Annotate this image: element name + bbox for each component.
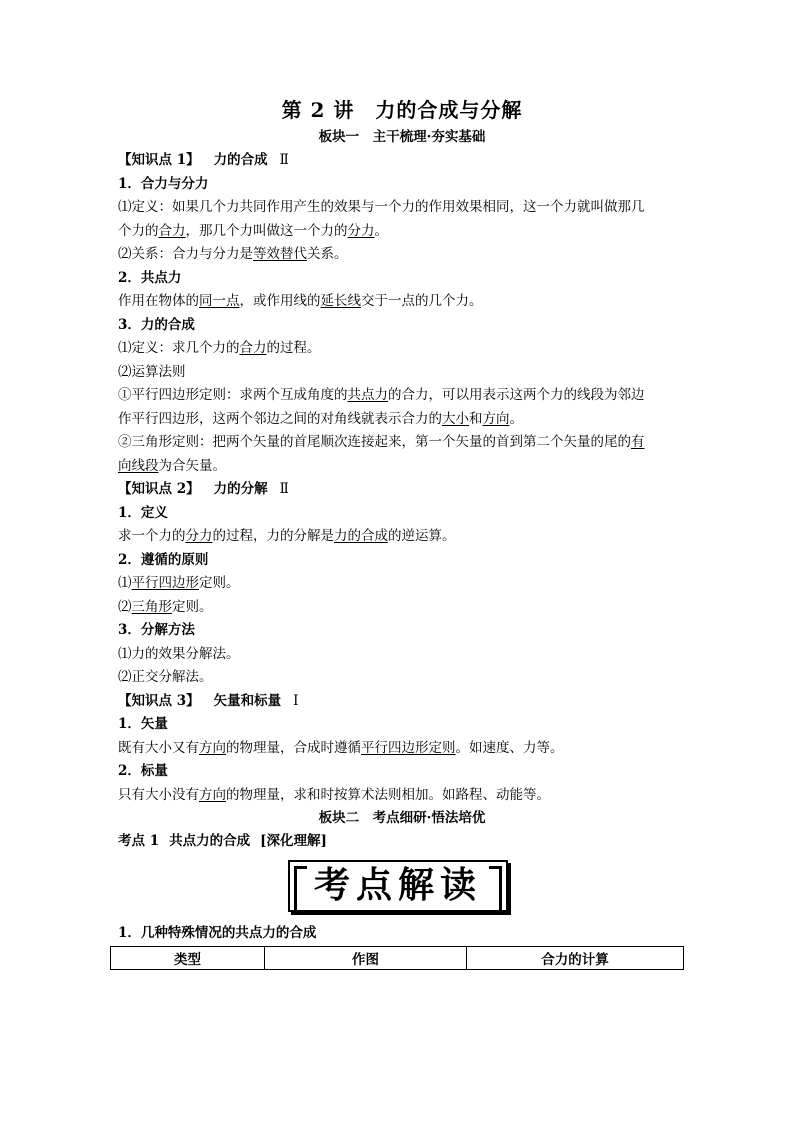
exam-interpretation-banner <box>288 860 508 912</box>
text-run: 的物理量，合成时遵循 <box>226 739 361 756</box>
paragraph-line <box>118 290 686 314</box>
knowledge-point-1-heading <box>118 149 686 173</box>
text-run: ⑵ <box>118 598 132 615</box>
paragraph-line <box>118 572 686 596</box>
text-run: 作用在物体的 <box>118 293 199 309</box>
document-content <box>118 96 686 945</box>
underlined-term: 延长线 <box>320 293 361 309</box>
underlined-term: 有 <box>631 434 645 450</box>
banner-container <box>118 860 686 916</box>
text-run: ①平行四边形定则：求两个互成角度的 <box>118 387 348 403</box>
text-run: ⑵关系：合力与分力是 <box>118 246 253 262</box>
kp-name: 力的分解 <box>213 481 268 497</box>
bracket-right-icon <box>489 866 502 914</box>
table-caption: 1．几种特殊情况的共点力的合成 <box>118 924 317 941</box>
text-run: 作平行四边形，这两个邻边之间的对角线就表示合力的 <box>118 410 442 427</box>
paragraph-line <box>118 220 686 244</box>
underlined-term: 方向 <box>482 410 510 427</box>
table-header-cell: 类型 <box>111 947 265 969</box>
underlined-term: 合力 <box>158 222 186 239</box>
text-run: 只有大小没有 <box>118 786 199 803</box>
subheading: 1．合力与分力 <box>118 175 209 192</box>
exam-point-name: 共点力的合成 <box>169 833 251 849</box>
underlined-term: 向线段 <box>118 457 159 474</box>
subheading: 2．共点力 <box>118 269 182 286</box>
paragraph-line <box>118 525 686 549</box>
text-run: 交于一点的几个力。 <box>361 293 483 309</box>
kp-level: Ⅱ <box>279 152 289 168</box>
text-run: 的过程。 <box>266 340 321 356</box>
text-run: 和 <box>469 410 483 427</box>
paragraph-line <box>118 596 686 620</box>
section-heading-2: 板块二 考点细研·悟法培优 <box>318 810 486 826</box>
underlined-term: 平行四边形定则 <box>361 739 456 756</box>
underlined-term: 三角形 <box>131 598 172 615</box>
underlined-term: 力的合成 <box>334 528 388 544</box>
text-run: 。如速度、力等。 <box>455 739 564 756</box>
underlined-term: 平行四边形 <box>131 575 199 591</box>
underlined-term: 分力 <box>185 528 213 544</box>
text-run: ，或作用线的 <box>239 293 321 309</box>
text-run: 个力的 <box>118 222 159 239</box>
table-header-cell: 作图 <box>265 947 467 969</box>
paragraph-line <box>118 408 686 432</box>
paragraph-line: ⑵运算法则 <box>118 363 186 380</box>
bracket-left-icon <box>294 866 307 914</box>
underlined-term: 合力 <box>239 340 267 356</box>
text-run: 的物理量，求和时按算术法则相加。如路程、动能等。 <box>226 786 550 803</box>
paragraph-line: ⑴定义：如果几个力共同作用产生的效果与一个力的作用效果相同，这一个力就叫做那几 <box>118 199 645 215</box>
paragraph-line <box>118 455 686 479</box>
kp-label: 【知识点 1】 <box>118 152 200 168</box>
knowledge-point-2-heading <box>118 478 686 502</box>
text-run: 求一个力的 <box>118 528 186 544</box>
subheading: 3．分解方法 <box>118 622 195 638</box>
table-header-cell: 合力的计算 <box>541 952 609 968</box>
subheading: 3．力的合成 <box>118 316 195 333</box>
text-run: 既有大小又有 <box>118 739 199 756</box>
text-run: 。 <box>374 222 388 239</box>
text-run: 为合矢量。 <box>158 457 226 474</box>
paragraph-line <box>118 784 686 808</box>
exam-point-label: 考点 1 <box>118 833 160 849</box>
kp-level: Ⅱ <box>279 481 289 497</box>
text-run: ，那几个力叫做这一个力的 <box>185 222 348 239</box>
kp-name: 力的合成 <box>213 152 268 168</box>
paragraph-line <box>118 737 686 761</box>
lecture-title: 第 2 讲 力的合成与分解 <box>281 98 523 122</box>
subheading: 1．矢量 <box>118 716 168 732</box>
text-run: 的合力，可以用表示这两个力的线段为邻边 <box>388 387 645 403</box>
text-run: ⑴ <box>118 575 132 591</box>
kp-label: 【知识点 2】 <box>118 481 200 497</box>
exam-point-tag: [深化理解] <box>260 833 327 849</box>
underlined-term: 大小 <box>442 410 469 427</box>
subheading: 2．标量 <box>118 763 168 779</box>
subheading: 1．定义 <box>118 504 168 521</box>
underlined-term: 分力 <box>347 222 375 239</box>
text-run: 的过程，力的分解是 <box>212 528 334 544</box>
kp-label: 【知识点 3】 <box>118 692 200 709</box>
section-heading-1: 板块一 主干梳理·夯实基础 <box>318 129 486 145</box>
paragraph-line <box>118 431 686 455</box>
text-run: 定则。 <box>172 598 213 615</box>
paragraph-line: ⑴力的效果分解法。 <box>118 645 240 662</box>
text-run: 关系。 <box>307 246 348 262</box>
paragraph-line <box>118 243 686 267</box>
underlined-term: 共点力 <box>347 387 388 403</box>
text-run: 。 <box>509 410 523 427</box>
text-run: 的逆运算。 <box>388 528 456 544</box>
text-run: ②三角形定则：把两个矢量的首尾顺次连接起来，第一个矢量的首到第二个矢量的尾的 <box>118 434 631 450</box>
combination-table-header <box>110 946 684 970</box>
underlined-term: 方向 <box>199 739 226 756</box>
paragraph-line <box>118 384 686 408</box>
knowledge-point-3-heading <box>118 690 686 714</box>
kp-name: 矢量和标量 <box>213 692 282 709</box>
kp-level: Ⅰ <box>293 692 299 709</box>
subheading: 2．遵循的原则 <box>118 551 209 568</box>
underlined-term: 同一点 <box>199 293 240 309</box>
paragraph-line <box>118 337 686 361</box>
underlined-term: 方向 <box>199 786 226 803</box>
underlined-term: 等效替代 <box>253 246 307 262</box>
paragraph-line: ⑵正交分解法。 <box>118 669 213 685</box>
exam-point-heading <box>118 830 686 854</box>
text-run: 定则。 <box>199 575 240 591</box>
text-run: ⑴定义：求几个力的 <box>118 340 240 356</box>
banner-text: 考点解读 <box>313 863 482 906</box>
